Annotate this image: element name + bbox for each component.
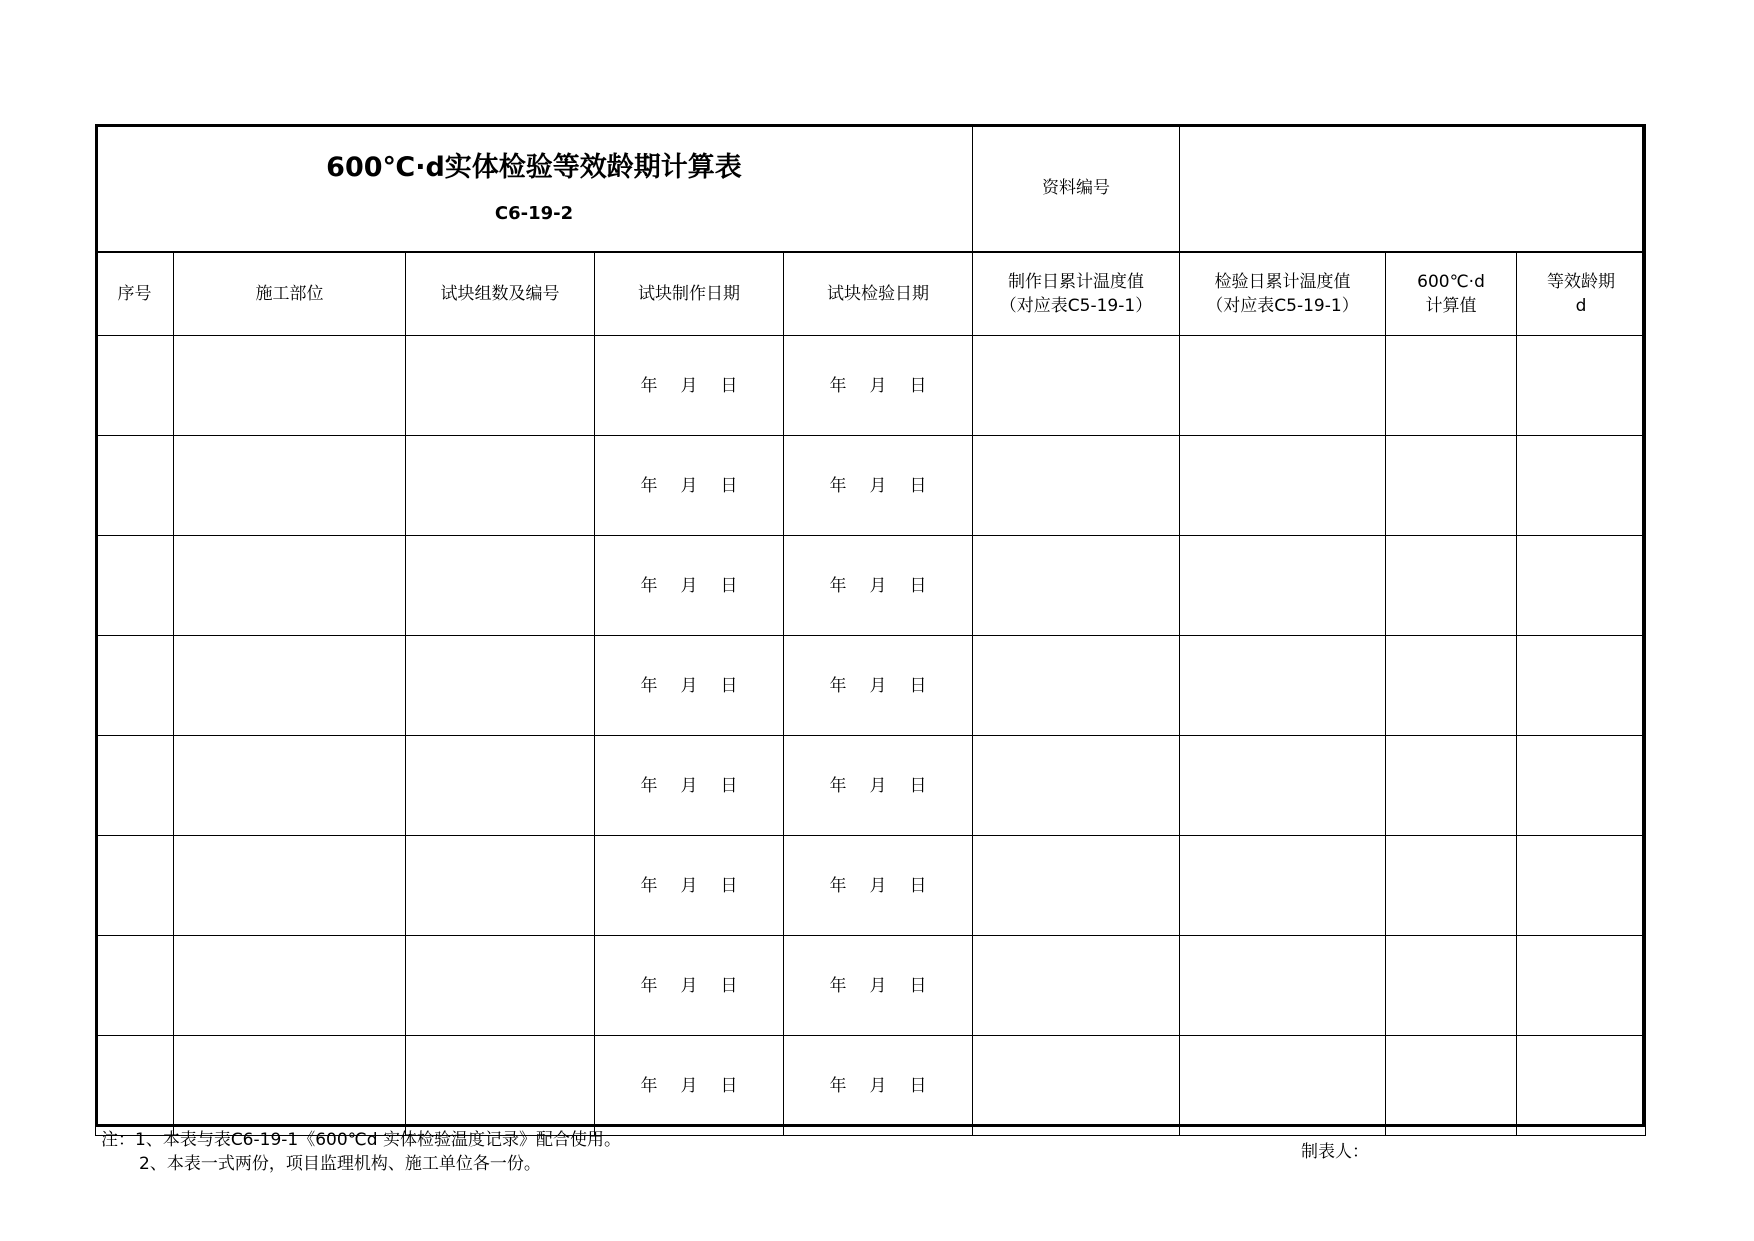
specimen-cell[interactable] (406, 736, 595, 836)
seq-cell[interactable] (96, 436, 174, 536)
test-date-cell[interactable] (784, 636, 973, 736)
date-year-label: 年 (640, 975, 658, 996)
date-month-label: 月 (680, 975, 698, 996)
date-year-label: 年 (829, 575, 847, 596)
date-day-label: 日 (720, 1075, 738, 1096)
part-cell[interactable] (174, 736, 406, 836)
form-code: C6-19-2 (494, 203, 574, 224)
test-temp-cell[interactable] (1180, 336, 1386, 436)
make-date-cell[interactable] (595, 936, 784, 1036)
date-month-label: 月 (680, 475, 698, 496)
calc-cell[interactable] (1386, 636, 1517, 736)
record-no-field[interactable] (1180, 125, 1646, 253)
header-age (1517, 252, 1646, 336)
age-cell[interactable] (1517, 536, 1646, 636)
date-day-label: 日 (720, 775, 738, 796)
test-temp-cell[interactable] (1180, 936, 1386, 1036)
header-test-temp-line1: 检验日累计温度值 (1214, 272, 1351, 292)
test-date-cell[interactable] (784, 436, 973, 536)
calc-cell[interactable] (1386, 436, 1517, 536)
make-temp-cell[interactable] (973, 736, 1180, 836)
date-month-label: 月 (869, 875, 887, 896)
date-day-label: 日 (720, 375, 738, 396)
part-cell[interactable] (174, 336, 406, 436)
header-test-temp (1180, 252, 1386, 336)
date-day-label: 日 (909, 675, 927, 696)
date-year-label: 年 (829, 375, 847, 396)
age-cell[interactable] (1517, 1036, 1646, 1136)
part-cell[interactable] (174, 1036, 406, 1136)
table-row (96, 536, 1646, 636)
seq-cell[interactable] (96, 836, 174, 936)
make-date-cell[interactable] (595, 436, 784, 536)
age-cell[interactable] (1517, 936, 1646, 1036)
calc-cell[interactable] (1386, 536, 1517, 636)
header-make-date: 试块制作日期 (595, 252, 784, 336)
date-day-label: 日 (909, 475, 927, 496)
calc-cell[interactable] (1386, 336, 1517, 436)
age-cell[interactable] (1517, 436, 1646, 536)
test-date-cell[interactable] (784, 736, 973, 836)
date-year-label: 年 (640, 575, 658, 596)
header-make-temp-line1: 制作日累计温度值 (1008, 272, 1144, 292)
header-specimen: 试块组数及编号 (406, 252, 595, 336)
seq-cell[interactable] (96, 336, 174, 436)
date-month-label: 月 (869, 975, 887, 996)
age-cell[interactable] (1517, 336, 1646, 436)
seq-cell[interactable] (96, 636, 174, 736)
date-year-label: 年 (640, 875, 658, 896)
specimen-cell[interactable] (406, 836, 595, 936)
header-calc-line2: 计算值 (1425, 296, 1477, 316)
make-date-cell[interactable] (595, 736, 784, 836)
table-row (96, 936, 1646, 1036)
date-month-label: 月 (869, 775, 887, 796)
table-row (96, 436, 1646, 536)
header-part: 施工部位 (174, 252, 406, 336)
part-cell[interactable] (174, 836, 406, 936)
note-line-1: 注：1、本表与表C6-19-1《600℃d 实体检验温度记录》配合使用。 (101, 1130, 621, 1150)
table-row (96, 736, 1646, 836)
header-test-date: 试块检验日期 (784, 252, 973, 336)
date-year-label: 年 (829, 875, 847, 896)
date-year-label: 年 (640, 675, 658, 696)
table-row (96, 1036, 1646, 1136)
date-year-label: 年 (640, 375, 658, 396)
table-body (96, 336, 1646, 1136)
calc-cell[interactable] (1386, 936, 1517, 1036)
seq-cell[interactable] (96, 1036, 174, 1136)
date-year-label: 年 (640, 475, 658, 496)
date-month-label: 月 (680, 375, 698, 396)
make-temp-cell[interactable] (973, 636, 1180, 736)
header-seq: 序号 (96, 252, 174, 336)
test-temp-cell[interactable] (1180, 536, 1386, 636)
calc-cell[interactable] (1386, 736, 1517, 836)
date-day-label: 日 (909, 875, 927, 896)
part-cell[interactable] (174, 536, 406, 636)
date-month-label: 月 (869, 475, 887, 496)
seq-cell[interactable] (96, 736, 174, 836)
seq-cell[interactable] (96, 936, 174, 1036)
specimen-cell[interactable] (406, 436, 595, 536)
specimen-cell[interactable] (406, 336, 595, 436)
specimen-cell[interactable] (406, 536, 595, 636)
date-month-label: 月 (680, 675, 698, 696)
date-day-label: 日 (909, 1075, 927, 1096)
date-day-label: 日 (909, 375, 927, 396)
date-year-label: 年 (829, 975, 847, 996)
date-day-label: 日 (720, 575, 738, 596)
specimen-cell[interactable] (406, 1036, 595, 1136)
part-cell[interactable] (174, 936, 406, 1036)
make-temp-cell[interactable] (973, 536, 1180, 636)
make-temp-cell[interactable] (973, 836, 1180, 936)
table-row (96, 836, 1646, 936)
make-date-cell[interactable] (595, 836, 784, 936)
header-test-temp-line2: （对应表C5-19-1） (1206, 296, 1359, 316)
date-day-label: 日 (720, 675, 738, 696)
test-temp-cell[interactable] (1180, 736, 1386, 836)
note-line-2: 2、本表一式两份，项目监理机构、施工单位各一份。 (139, 1154, 541, 1174)
date-day-label: 日 (720, 875, 738, 896)
record-no-label: 资料编号 (973, 125, 1180, 253)
date-year-label: 年 (829, 475, 847, 496)
date-month-label: 月 (680, 775, 698, 796)
date-day-label: 日 (909, 975, 927, 996)
test-date-cell[interactable] (784, 1036, 973, 1136)
table-row (96, 636, 1646, 736)
seq-cell[interactable] (96, 536, 174, 636)
make-date-cell[interactable] (595, 1036, 784, 1136)
calc-cell[interactable] (1386, 1036, 1517, 1136)
date-month-label: 月 (869, 375, 887, 396)
make-date-cell[interactable] (595, 536, 784, 636)
test-date-cell[interactable] (784, 936, 973, 1036)
header-row (96, 252, 1646, 336)
age-cell[interactable] (1517, 636, 1646, 736)
make-date-cell[interactable] (595, 336, 784, 436)
date-year-label: 年 (829, 675, 847, 696)
calculation-form (95, 124, 1645, 1127)
calc-cell[interactable] (1386, 836, 1517, 936)
test-temp-cell[interactable] (1180, 636, 1386, 736)
test-date-cell[interactable] (784, 536, 973, 636)
make-temp-cell[interactable] (973, 936, 1180, 1036)
specimen-cell[interactable] (406, 936, 595, 1036)
form-table (95, 124, 1646, 1136)
date-month-label: 月 (680, 1075, 698, 1096)
make-temp-cell[interactable] (973, 1036, 1180, 1136)
form-title: 600℃·d实体检验等效龄期计算表 (326, 152, 742, 183)
date-year-label: 年 (829, 775, 847, 796)
part-cell[interactable] (174, 636, 406, 736)
date-month-label: 月 (680, 575, 698, 596)
date-month-label: 月 (680, 875, 698, 896)
test-temp-cell[interactable] (1180, 1036, 1386, 1136)
test-date-cell[interactable] (784, 336, 973, 436)
date-year-label: 年 (640, 775, 658, 796)
maker-label: 制表人： (1301, 1142, 1369, 1162)
date-year-label: 年 (640, 1075, 658, 1096)
date-day-label: 日 (720, 475, 738, 496)
table-row (96, 336, 1646, 436)
header-age-line1: 等效龄期 (1547, 272, 1615, 292)
header-calc-line1: 600℃·d (1417, 272, 1485, 292)
date-month-label: 月 (869, 575, 887, 596)
date-day-label: 日 (720, 975, 738, 996)
date-day-label: 日 (909, 775, 927, 796)
header-calc (1386, 252, 1517, 336)
header-age-line2: d (1575, 296, 1587, 316)
specimen-cell[interactable] (406, 636, 595, 736)
header-make-temp-line2: （对应表C5-19-1） (999, 296, 1153, 316)
part-cell[interactable] (174, 436, 406, 536)
make-temp-cell[interactable] (973, 436, 1180, 536)
test-temp-cell[interactable] (1180, 436, 1386, 536)
title-cell (96, 125, 973, 253)
date-year-label: 年 (829, 1075, 847, 1096)
date-month-label: 月 (869, 675, 887, 696)
age-cell[interactable] (1517, 836, 1646, 936)
test-date-cell[interactable] (784, 836, 973, 936)
header-make-temp (973, 252, 1180, 336)
make-date-cell[interactable] (595, 636, 784, 736)
test-temp-cell[interactable] (1180, 836, 1386, 936)
age-cell[interactable] (1517, 736, 1646, 836)
date-day-label: 日 (909, 575, 927, 596)
notes (101, 1128, 621, 1176)
make-temp-cell[interactable] (973, 336, 1180, 436)
date-month-label: 月 (869, 1075, 887, 1096)
